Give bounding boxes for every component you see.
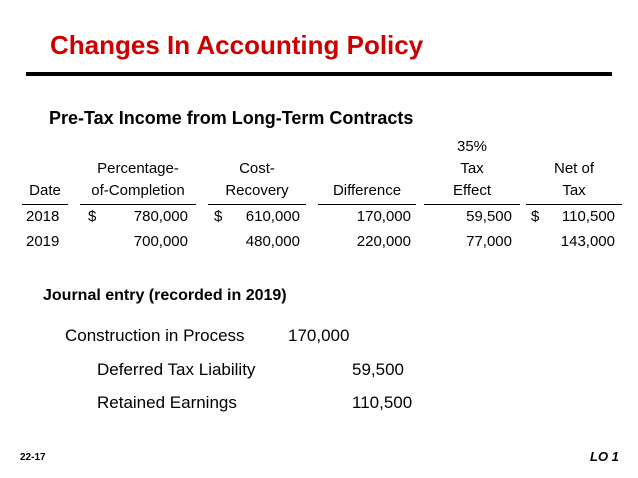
journal-entry-heading: Journal entry (recorded in 2019) [43,287,287,304]
cell-date: 2019 [26,233,60,250]
cell-currency-symbol: $ [88,208,97,225]
cell-percentage-of-completion: 780,000 [133,208,188,225]
header-net-of-tax: Net of Tax [553,160,595,199]
header-underline [526,204,622,205]
header-difference: Difference [332,182,402,199]
cell-net-of-tax: 110,500 [561,208,615,225]
slide-number: 22-17 [20,452,46,463]
header-date: Date [29,182,61,199]
journal-account: Construction in Process [65,326,245,345]
header-tax-effect: 35% Tax Effect [452,138,492,199]
journal-account: Retained Earnings [97,393,237,412]
table-subtitle: Pre-Tax Income from Long-Term Contracts [49,108,414,128]
header-cost-recovery: Cost- Recovery [225,160,289,199]
cell-currency-symbol: $ [531,208,540,225]
header-underline [22,204,68,205]
cell-currency-symbol: $ [214,208,223,225]
title-divider [26,72,612,76]
page-title: Changes In Accounting Policy [50,30,424,60]
header-underline [208,204,306,205]
journal-debit: 170,000 [288,326,350,345]
cell-cost-recovery: 480,000 [245,233,300,250]
journal-credit: 110,500 [352,393,413,412]
cell-date: 2018 [26,208,60,225]
cell-net-of-tax: 143,000 [560,233,615,250]
cell-cost-recovery: 610,000 [245,208,300,225]
journal-account: Deferred Tax Liability [97,360,256,379]
header-underline [424,204,520,205]
journal-credit: 59,500 [352,360,404,379]
header-percentage-of-completion: Percentage- of-Completion [91,160,185,199]
header-underline [80,204,196,205]
learning-objective-label: LO 1 [590,449,619,464]
cell-difference: 220,000 [356,233,411,250]
cell-difference: 170,000 [356,208,411,225]
cell-tax-effect: 77,000 [466,233,512,250]
header-underline [318,204,416,205]
cell-tax-effect: 59,500 [466,208,512,225]
cell-percentage-of-completion: 700,000 [133,233,188,250]
